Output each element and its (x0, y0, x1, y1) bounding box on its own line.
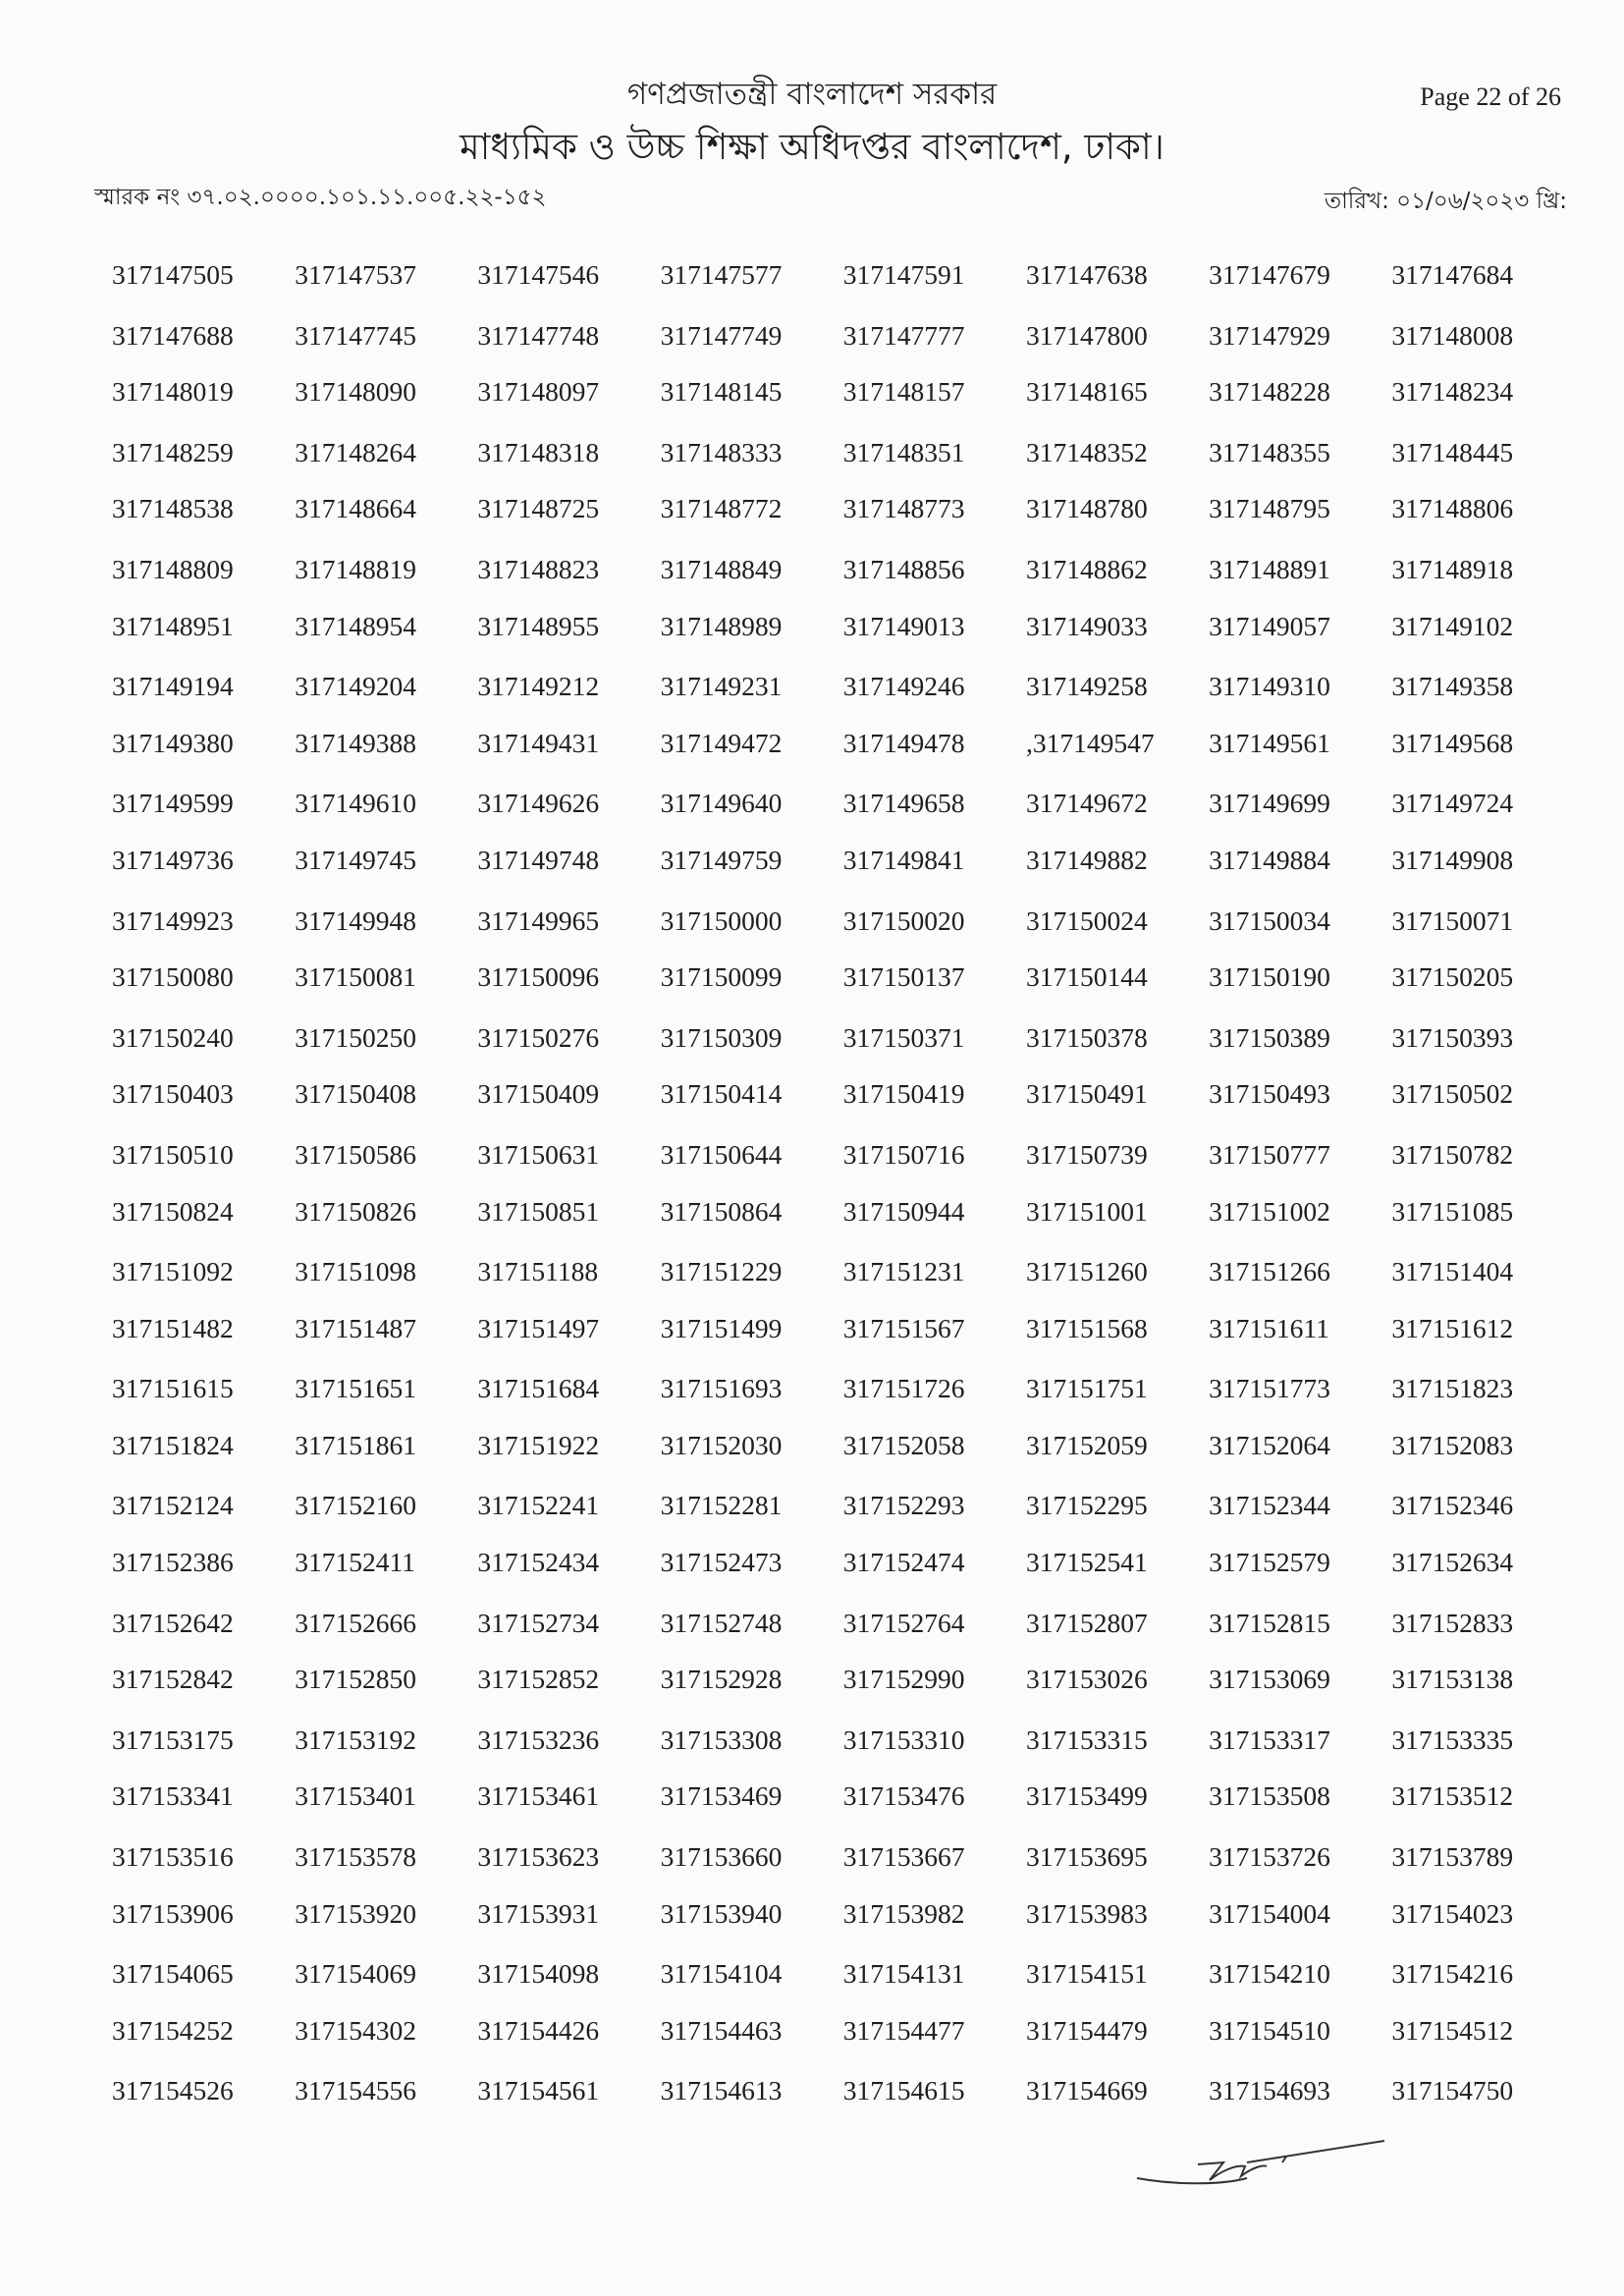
table-row (112, 1898, 1575, 1957)
roll-number-cell: 317150408 (295, 1078, 416, 1110)
roll-number-cell: 317151002 (1209, 1195, 1330, 1227)
roll-number-cell: 317150393 (1391, 1021, 1514, 1053)
roll-number-cell: 317150371 (842, 1021, 965, 1053)
roll-number-cell: 317149057 (1209, 610, 1330, 641)
roll-number-cell: 317152059 (1025, 1429, 1148, 1460)
roll-number-cell: 317152990 (842, 1664, 965, 1695)
table-row (112, 669, 1575, 728)
roll-number-cell: 317150491 (1025, 1078, 1148, 1110)
roll-number-cell: 317147800 (1025, 319, 1148, 351)
roll-number-cell: 317149759 (660, 844, 783, 875)
roll-number-cell: 317147546 (477, 259, 600, 290)
roll-number-cell: 317150824 (112, 1195, 234, 1227)
roll-number-cell: 317153335 (1391, 1723, 1514, 1755)
roll-number-cell: 317153726 (1209, 1841, 1330, 1873)
table-row (112, 1664, 1575, 1722)
roll-number-cell: 317152842 (112, 1664, 234, 1695)
roll-number-cell: 317148772 (660, 493, 783, 524)
roll-number-cell: 317149908 (1391, 844, 1514, 875)
roll-number-cell: 317149102 (1391, 610, 1514, 641)
table-row (112, 611, 1575, 670)
roll-number-cell: 317149884 (1209, 844, 1330, 875)
roll-number-cell: 317153578 (295, 1841, 416, 1873)
table-row (112, 1488, 1575, 1547)
roll-number-cell: 317149626 (477, 788, 600, 819)
table-row (112, 376, 1575, 435)
roll-number-cell: 317150144 (1025, 961, 1148, 993)
roll-number-cell: 317147748 (477, 319, 600, 351)
table-row (112, 1020, 1575, 1079)
roll-number-cell: 317149388 (295, 727, 416, 758)
roll-number-cell: 317153308 (660, 1723, 783, 1755)
roll-number-cell: 317148228 (1209, 376, 1330, 408)
roll-number-cell: 317148955 (477, 610, 600, 641)
table-row (112, 1371, 1575, 1430)
roll-number-cell: 317153469 (660, 1780, 783, 1812)
roll-number-cell: 317151684 (477, 1373, 600, 1404)
roll-number-cell: 317154216 (1391, 1958, 1514, 1990)
roll-number-cell: 317148157 (842, 376, 965, 408)
government-title: গণপ্রজাতন্ত্রী বাংলাদেশ সরকার (626, 77, 998, 112)
roll-number-cell: 317154098 (477, 1958, 600, 1990)
roll-number-cell: 317147577 (660, 259, 783, 290)
roll-number-cell: 317149380 (112, 727, 234, 758)
table-row (112, 2015, 1575, 2074)
roll-number-cell: 317147679 (1209, 259, 1330, 290)
table-row (112, 1547, 1575, 1606)
roll-number-cell: 317151611 (1209, 1312, 1329, 1343)
roll-number-cell: 317153401 (295, 1780, 416, 1812)
roll-number-cell: 317149033 (1025, 610, 1148, 641)
roll-number-cell: 317151188 (477, 1256, 599, 1287)
roll-number-cell: 317150190 (1209, 961, 1330, 993)
roll-number-cell: 317153660 (660, 1841, 783, 1873)
roll-number-cell: 317154069 (295, 1958, 416, 1990)
roll-number-cell: 317148019 (112, 376, 234, 408)
roll-number-cell: 317152064 (1209, 1429, 1330, 1460)
roll-number-cell: 317151823 (1391, 1373, 1514, 1404)
table-row (112, 435, 1575, 494)
roll-number-cell: 317148259 (112, 436, 234, 467)
roll-number-cell: 317153983 (1025, 1897, 1148, 1929)
roll-number-cell: 317149358 (1391, 671, 1514, 702)
roll-number-cell: 317148090 (295, 376, 416, 408)
roll-number-cell: 317151612 (1391, 1312, 1514, 1343)
roll-number-cell: 317148165 (1025, 376, 1148, 408)
roll-number-cell: 317151499 (660, 1312, 783, 1343)
roll-number-cell: 317149948 (295, 904, 416, 936)
roll-number-cell: 317150864 (660, 1195, 783, 1227)
roll-number-cell: 317151922 (477, 1429, 600, 1460)
roll-number-cell: 317154510 (1209, 2014, 1330, 2046)
roll-number-cell: 317150034 (1209, 904, 1330, 936)
roll-number-cell: 317150826 (295, 1195, 416, 1227)
roll-number-cell: 317150414 (660, 1078, 783, 1110)
roll-number-cell: 317153341 (112, 1780, 234, 1812)
roll-number-cell: 317150409 (477, 1078, 600, 1110)
roll-number-cell: 317152928 (660, 1664, 783, 1695)
roll-number-cell: 317149194 (112, 671, 234, 702)
roll-number-cell: 317151001 (1025, 1195, 1148, 1227)
roll-number-cell: 317149923 (112, 904, 234, 936)
roll-number-cell: 317150631 (477, 1138, 600, 1170)
table-row (112, 1078, 1575, 1137)
roll-number-cell: 317149736 (112, 844, 234, 875)
table-row (112, 1313, 1575, 1372)
roll-number-cell: 317148355 (1209, 436, 1330, 467)
roll-number-cell: 317152474 (842, 1547, 965, 1578)
roll-number-cell: 317153310 (842, 1723, 965, 1755)
roll-number-cell: 317151404 (1391, 1256, 1514, 1287)
roll-number-table (112, 259, 1575, 2132)
roll-number-cell: 317148780 (1025, 493, 1148, 524)
roll-number-cell: 317150240 (112, 1021, 234, 1053)
roll-number-cell: 317152386 (112, 1547, 234, 1578)
department-title: মাধ্যমিক ও উচ্চ শিক্ষা অধিদপ্তর বাংলাদেশ, ঢাকা। (460, 126, 1164, 168)
roll-number-cell: 317149204 (295, 671, 416, 702)
roll-number-cell: 317154302 (295, 2014, 416, 2046)
roll-number-cell: 317149699 (1209, 788, 1330, 819)
roll-number-cell: 317150389 (1209, 1021, 1330, 1053)
roll-number-cell: 317147749 (660, 319, 783, 351)
table-row (112, 1430, 1575, 1489)
roll-number-cell: 317149231 (660, 671, 783, 702)
roll-number-cell: 317150378 (1025, 1021, 1148, 1053)
roll-number-cell: 317149610 (295, 788, 416, 819)
memo-number: স্মারক নং ৩৭.০২.০০০০.১০১.১১.০০৫.২২-১৫২ (94, 185, 547, 210)
roll-number-cell: 317152295 (1025, 1490, 1148, 1521)
roll-number-cell: 317149841 (842, 844, 965, 875)
roll-number-cell: 317154252 (112, 2014, 234, 2046)
roll-number-cell: 317149472 (660, 727, 783, 758)
roll-number-cell: 317152124 (112, 1490, 234, 1521)
roll-number-cell: 317152634 (1391, 1547, 1514, 1578)
roll-number-cell: 317151773 (1209, 1373, 1330, 1404)
roll-number-cell: 317151260 (1025, 1256, 1148, 1287)
roll-number-cell: 317154210 (1209, 1958, 1330, 1990)
roll-number-cell: 317151229 (660, 1256, 783, 1287)
roll-number-cell: 317148891 (1209, 553, 1330, 584)
roll-number-cell: 317153315 (1025, 1723, 1148, 1755)
table-row (112, 1956, 1575, 2015)
roll-number-cell: 317148856 (842, 553, 965, 584)
roll-number-cell: 317151266 (1209, 1256, 1330, 1287)
table-row (112, 318, 1575, 377)
roll-number-cell: 317153192 (295, 1723, 416, 1755)
roll-number-cell: 317147777 (842, 319, 965, 351)
roll-number-cell: 317153667 (842, 1841, 965, 1873)
roll-number-cell: 317153931 (477, 1897, 600, 1929)
roll-number-cell: 317154669 (1025, 2075, 1148, 2106)
roll-number-cell: 317153236 (477, 1723, 600, 1755)
roll-number-cell: 317152473 (660, 1547, 783, 1578)
roll-number-cell: 317150944 (842, 1195, 965, 1227)
roll-number-cell: 317152642 (112, 1607, 234, 1638)
roll-number-cell: 317154693 (1209, 2075, 1330, 2106)
roll-number-cell: 317148352 (1025, 436, 1148, 467)
roll-number-cell: 317153026 (1025, 1664, 1148, 1695)
roll-number-cell: 317153175 (112, 1723, 234, 1755)
roll-number-cell: 317152579 (1209, 1547, 1330, 1578)
roll-number-cell: 317151861 (295, 1429, 416, 1460)
table-row (112, 1254, 1575, 1313)
roll-number-cell: 317149431 (477, 727, 600, 758)
roll-number-cell: 317149672 (1025, 788, 1148, 819)
roll-number-cell: 317149212 (477, 671, 600, 702)
roll-number-cell: 317149013 (842, 610, 965, 641)
roll-number-cell: 317153516 (112, 1841, 234, 1873)
roll-number-cell: 317154151 (1025, 1958, 1148, 1990)
roll-number-cell: 317150024 (1025, 904, 1148, 936)
table-row (112, 961, 1575, 1020)
roll-number-cell: 317148806 (1391, 493, 1514, 524)
roll-number-cell: 317153461 (477, 1780, 600, 1812)
roll-number-cell: 317148918 (1391, 553, 1514, 584)
roll-number-cell: 317147684 (1391, 259, 1514, 290)
roll-number-cell: 317150137 (842, 961, 965, 993)
roll-number-cell: 317149478 (842, 727, 965, 758)
roll-number-cell: 317152083 (1391, 1429, 1514, 1460)
roll-number-cell: 317148008 (1391, 319, 1514, 351)
table-row (112, 493, 1575, 552)
roll-number-cell: 317150080 (112, 961, 234, 993)
roll-number-cell: 317150000 (660, 904, 783, 936)
roll-number-cell: 317148849 (660, 553, 783, 584)
roll-number-cell: 317152346 (1391, 1490, 1514, 1521)
roll-number-cell: 317147688 (112, 319, 234, 351)
roll-number-cell: 317150096 (477, 961, 600, 993)
roll-number-cell: 317148318 (477, 436, 600, 467)
table-row (112, 728, 1575, 787)
roll-number-cell: 317152764 (842, 1607, 965, 1638)
roll-number-cell: 317148862 (1025, 553, 1148, 584)
table-row (112, 903, 1575, 962)
roll-number-cell: 317148823 (477, 553, 600, 584)
roll-number-cell: 317150502 (1391, 1078, 1514, 1110)
roll-number-cell: 317151098 (295, 1256, 416, 1287)
table-row (112, 1839, 1575, 1898)
signature-icon (1129, 2129, 1394, 2198)
roll-number-cell: 317151651 (295, 1373, 416, 1404)
roll-number-cell: 317150099 (660, 961, 783, 993)
roll-number-cell: 317149882 (1025, 844, 1148, 875)
roll-number-cell: 317150081 (295, 961, 416, 993)
roll-number-cell: 317148333 (660, 436, 783, 467)
roll-number-cell: 317153906 (112, 1897, 234, 1929)
roll-number-cell: 317154463 (660, 2014, 783, 2046)
roll-number-cell: 317151568 (1025, 1312, 1148, 1343)
roll-number-cell: 317153982 (842, 1897, 965, 1929)
roll-number-cell: 317150419 (842, 1078, 965, 1110)
roll-number-cell: 317152748 (660, 1607, 783, 1638)
roll-number-cell: 317152293 (842, 1490, 965, 1521)
roll-number-cell: 317151751 (1025, 1373, 1148, 1404)
roll-number-cell: 317153138 (1391, 1664, 1514, 1695)
table-row (112, 1196, 1575, 1255)
roll-number-cell: 317151497 (477, 1312, 600, 1343)
roll-number-cell: 317148795 (1209, 493, 1330, 524)
table-row (112, 845, 1575, 903)
roll-number-cell: 317153512 (1391, 1780, 1514, 1812)
roll-number-cell: 317150716 (842, 1138, 965, 1170)
roll-number-cell: 317150586 (295, 1138, 416, 1170)
roll-number-cell: 317149748 (477, 844, 600, 875)
roll-number-cell: 317151085 (1391, 1195, 1514, 1227)
roll-number-cell: 317148954 (295, 610, 416, 641)
roll-number-cell: 317148725 (477, 493, 600, 524)
roll-number-cell: 317150777 (1209, 1138, 1330, 1170)
roll-number-cell: 317152434 (477, 1547, 600, 1578)
roll-number-cell: 317151092 (112, 1256, 234, 1287)
roll-number-cell: 317150309 (660, 1021, 783, 1053)
roll-number-cell: 317151726 (842, 1373, 965, 1404)
roll-number-cell: 317147745 (295, 319, 416, 351)
roll-number-cell: 317147929 (1209, 319, 1330, 351)
roll-number-cell: 317148264 (295, 436, 416, 467)
roll-number-cell: 317150782 (1391, 1138, 1514, 1170)
roll-number-cell: 317152815 (1209, 1607, 1330, 1638)
roll-number-cell: 317152852 (477, 1664, 600, 1695)
roll-number-cell: 317152160 (295, 1490, 416, 1521)
roll-number-cell: 317154615 (842, 2075, 965, 2106)
roll-number-cell: 317148819 (295, 553, 416, 584)
roll-number-cell: 317153476 (842, 1780, 965, 1812)
roll-number-cell: 317151487 (295, 1312, 416, 1343)
table-row (112, 2073, 1575, 2132)
roll-number-cell: 317154512 (1391, 2014, 1514, 2046)
roll-number-cell: 317149640 (660, 788, 783, 819)
roll-number-cell: 317148989 (660, 610, 783, 641)
roll-number-cell: 317149599 (112, 788, 234, 819)
roll-number-cell: 317152344 (1209, 1490, 1330, 1521)
roll-number-cell: 317148951 (112, 610, 234, 641)
roll-number-cell: 317148809 (112, 553, 234, 584)
roll-number-cell: 317153940 (660, 1897, 783, 1929)
table-row (112, 552, 1575, 611)
roll-number-cell: 317149246 (842, 671, 965, 702)
roll-number-cell: 317152058 (842, 1429, 965, 1460)
roll-number-cell: 317149965 (477, 904, 600, 936)
roll-number-cell: 317154426 (477, 2014, 600, 2046)
roll-number-cell: 317152411 (295, 1547, 415, 1578)
roll-number-cell: 317148145 (660, 376, 783, 408)
roll-number-cell: 317151615 (112, 1373, 234, 1404)
roll-number-cell: 317147638 (1025, 259, 1148, 290)
table-row (112, 1137, 1575, 1196)
roll-number-cell: 317149745 (295, 844, 416, 875)
roll-number-cell: 317152850 (295, 1664, 416, 1695)
roll-number-cell: 317154004 (1209, 1897, 1330, 1929)
roll-number-cell: 317150205 (1391, 961, 1514, 993)
document-date: তারিখ: ০১/০৬/২০২৩ খ্রি: (1324, 189, 1567, 214)
roll-number-cell: 317150276 (477, 1021, 600, 1053)
roll-number-cell: 317149258 (1025, 671, 1148, 702)
roll-number-cell: 317148773 (842, 493, 965, 524)
roll-number-cell: 317150071 (1391, 904, 1514, 936)
roll-number-cell: 317154613 (660, 2075, 783, 2106)
roll-number-cell: 317153069 (1209, 1664, 1330, 1695)
roll-number-cell: 317154561 (477, 2075, 600, 2106)
roll-number-cell: 317154131 (842, 1958, 965, 1990)
roll-number-cell: 317154477 (842, 2014, 965, 2046)
roll-number-cell: 317150250 (295, 1021, 416, 1053)
roll-number-cell: 317148097 (477, 376, 600, 408)
roll-number-cell: 317151693 (660, 1373, 783, 1404)
roll-number-cell: 317154479 (1025, 2014, 1148, 2046)
roll-number-cell: 317149658 (842, 788, 965, 819)
roll-number-cell: 317150020 (842, 904, 965, 936)
roll-number-cell: 317147537 (295, 259, 416, 290)
roll-number-cell: 317150493 (1209, 1078, 1330, 1110)
roll-number-cell: 317152807 (1025, 1607, 1148, 1638)
table-row (112, 1780, 1575, 1839)
roll-number-cell: 317150644 (660, 1138, 783, 1170)
roll-number-cell: 317147591 (842, 259, 965, 290)
roll-number-cell: 317150851 (477, 1195, 600, 1227)
roll-number-cell: 317147505 (112, 259, 234, 290)
roll-number-cell: 317150510 (112, 1138, 234, 1170)
roll-number-cell: 317153789 (1391, 1841, 1514, 1873)
roll-number-cell: 317149310 (1209, 671, 1330, 702)
roll-number-cell: 317153623 (477, 1841, 600, 1873)
roll-number-cell: 317154065 (112, 1958, 234, 1990)
roll-number-cell: 317148234 (1391, 376, 1514, 408)
roll-number-cell: ,317149547 (1025, 727, 1155, 758)
roll-number-cell: 317148351 (842, 436, 965, 467)
roll-number-cell: 317150403 (112, 1078, 234, 1110)
roll-number-cell: 317154526 (112, 2075, 234, 2106)
roll-number-cell: 317154556 (295, 2075, 416, 2106)
roll-number-cell: 317149561 (1209, 727, 1330, 758)
table-row (112, 259, 1575, 318)
roll-number-cell: 317152833 (1391, 1607, 1514, 1638)
roll-number-cell: 317153508 (1209, 1780, 1330, 1812)
roll-number-cell: 317152734 (477, 1607, 600, 1638)
roll-number-cell: 317148445 (1391, 436, 1514, 467)
roll-number-cell: 317152541 (1025, 1547, 1148, 1578)
roll-number-cell: 317152241 (477, 1490, 600, 1521)
roll-number-cell: 317153695 (1025, 1841, 1148, 1873)
roll-number-cell: 317154023 (1391, 1897, 1514, 1929)
roll-number-cell: 317153317 (1209, 1723, 1330, 1755)
roll-number-cell: 317151482 (112, 1312, 234, 1343)
roll-number-cell: 317152666 (295, 1607, 416, 1638)
table-row (112, 1606, 1575, 1665)
roll-number-cell: 317153499 (1025, 1780, 1148, 1812)
roll-number-cell: 317149724 (1391, 788, 1514, 819)
roll-number-cell: 317149568 (1391, 727, 1514, 758)
roll-number-cell: 317152281 (660, 1490, 783, 1521)
roll-number-cell: 317150739 (1025, 1138, 1148, 1170)
table-row (112, 786, 1575, 845)
roll-number-cell: 317151824 (112, 1429, 234, 1460)
roll-number-cell: 317148664 (295, 493, 416, 524)
roll-number-cell: 317151567 (842, 1312, 965, 1343)
roll-number-cell: 317154750 (1391, 2075, 1514, 2106)
roll-number-cell: 317154104 (660, 1958, 783, 1990)
roll-number-cell: 317152030 (660, 1429, 783, 1460)
roll-number-cell: 317148538 (112, 493, 234, 524)
table-row (112, 1722, 1575, 1781)
page-number: Page 22 of 26 (1420, 82, 1561, 111)
roll-number-cell: 317151231 (842, 1256, 965, 1287)
roll-number-cell: 317153920 (295, 1897, 416, 1929)
